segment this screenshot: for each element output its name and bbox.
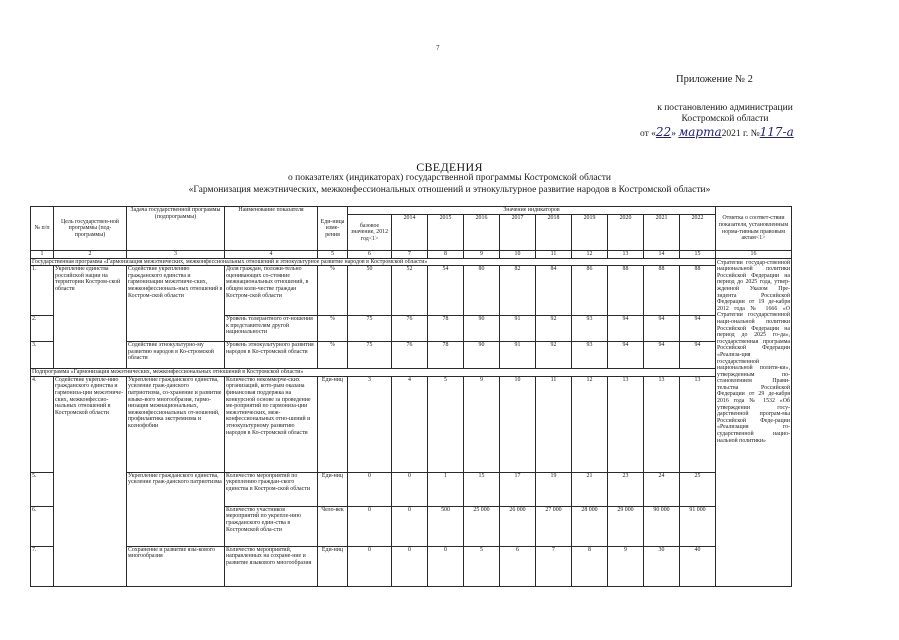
row-num: 4.	[31, 376, 54, 472]
row-value: 25 000	[464, 506, 500, 546]
header-base: базовое значение, 2012 год<1>	[348, 215, 392, 251]
header-year: 2021	[644, 215, 680, 251]
row-indicator: Уровень этнокультурного развития народов в Ко-стромской области	[225, 342, 318, 369]
row-value: 24	[644, 472, 680, 506]
column-numbers-row	[31, 251, 792, 259]
row-value: 84	[536, 266, 572, 316]
header-goal: Цель государствен-ной программы (под-программы)	[54, 207, 127, 251]
document-subtitle-2: «Гармонизация межэтнических, межконфессиональных отношений и этнокультурное развитие народов в Костромской области»	[188, 185, 711, 195]
document-title: СВЕДЕНИЯ	[416, 160, 483, 174]
row-value: 93	[572, 342, 608, 369]
header-year: 2020	[608, 215, 644, 251]
col-number: 6	[348, 251, 392, 259]
row-value: 25	[680, 472, 716, 506]
row-value: 75	[348, 316, 392, 342]
header-values-group: Значение индикаторов	[348, 207, 716, 215]
row-value: 0	[348, 472, 392, 506]
row-indicator: Количество мероприятий, направленных на сохране-ние и развитие языкового многообразия	[225, 546, 318, 586]
row-value: 4	[392, 376, 428, 472]
header-year: 2016	[464, 215, 500, 251]
row-num: 5.	[31, 472, 54, 506]
row-indicator: Доля граждан, положи-тельно оценивающих со-стояние межнациональных отношений, в общем коли-честве граждан Костром-ской области	[225, 266, 318, 316]
table-row	[31, 472, 792, 506]
col-number: 4	[225, 251, 318, 259]
date-line	[640, 125, 794, 139]
row-value: 9	[464, 376, 500, 472]
row-value: 0	[392, 506, 428, 546]
col-number: 2	[54, 251, 127, 259]
col-number: 10	[500, 251, 536, 259]
header-year: 2015	[428, 215, 464, 251]
row-task: Содействие этнокультурно-му развитию народов в Ко-стромской области	[127, 342, 225, 369]
row-num: 6.	[31, 506, 54, 546]
col-number: 14	[644, 251, 680, 259]
appendix-label: Приложение № 2	[676, 74, 753, 85]
table-row	[31, 546, 792, 586]
row-value: 17	[500, 472, 536, 506]
row-value: 88	[608, 266, 644, 316]
row-value: 86	[572, 266, 608, 316]
row-indicator: Уровень толерантного от-ношения к представителям другой национальности	[225, 316, 318, 342]
row-value: 19	[536, 472, 572, 506]
table-row	[31, 342, 792, 369]
col-number: 12	[572, 251, 608, 259]
row-value: 94	[608, 316, 644, 342]
date-year: 2021 г. №	[721, 129, 760, 139]
date-prefix: от «	[640, 129, 656, 139]
row-task: Сохранение и развитие язы-кового многообразия	[127, 546, 225, 586]
row-num: 1.	[31, 266, 54, 316]
row-value: 76	[392, 316, 428, 342]
row-indicator: Количество некоммерче-ских организаций, кото-рым оказана финансовая поддержка на конкурсной основе за проведение ме-роприятий по гармониза-ции межэтнических, меж-конфессиональных отно-шений и этнокультурному развитию народов в Ко-стромской области	[225, 376, 318, 472]
row-value: 93	[572, 316, 608, 342]
row-indicator: Количество участников мероприятий по укрепле-нию гражданского един-ства в Костромской обла-сти	[225, 506, 318, 546]
col-number: 9	[464, 251, 500, 259]
col-number: 13	[608, 251, 644, 259]
row-value: 91 000	[680, 506, 716, 546]
row-value: 29 000	[608, 506, 644, 546]
row-value: 90	[464, 342, 500, 369]
col-number: 15	[680, 251, 716, 259]
col-number: 7	[392, 251, 428, 259]
row-value: 0	[392, 546, 428, 586]
row-value: 15	[464, 472, 500, 506]
row-value: 94	[680, 342, 716, 369]
row-value: 0	[428, 546, 464, 586]
row-value: 21	[572, 472, 608, 506]
row-value: 90 000	[644, 506, 680, 546]
row-value: 30	[644, 546, 680, 586]
row-value: 13	[608, 376, 644, 472]
row-value: 90	[464, 316, 500, 342]
row-value: 0	[392, 472, 428, 506]
note-cell: Стратегии государ-ственной национальной политики Российской Федерации на период до 2025 года, утвер-жденной Указом Пре-зидента Российской Федерации от 19 де-кабря 2012 года № 1666 «О Стратегии государственной наци-ональной политики Российской Федерации на период до 2025 го-да», государственная программа Российской Федерации «Реализа-ция государственной национальной полити-ки», утвержденным по-становлением Прави-тельства Российской Федерации от 29 де-кабря 2016 года № 1532 «Об утверждении госу-дарственной програм-мы Российской Феде-рации «Реализация го-сударственной нацио-нальной политики»	[716, 258, 792, 586]
row-unit: %	[318, 342, 348, 369]
resolution-line-1: к постановлению администрации	[657, 103, 793, 113]
doc-number-handwritten: 117-а	[759, 125, 794, 139]
row-value: 91	[500, 316, 536, 342]
row-value: 6	[500, 546, 536, 586]
row-value: 94	[644, 316, 680, 342]
row-value: 94	[608, 342, 644, 369]
row-unit: Еди-ниц	[318, 546, 348, 586]
col-number: 11	[536, 251, 572, 259]
row-num: 7.	[31, 546, 54, 586]
row-task: Укрепление гражданского единства, усиление граж-данского патриотизма	[127, 472, 225, 546]
header-year: 2014	[392, 215, 428, 251]
row-value: 94	[644, 342, 680, 369]
row-unit: %	[318, 266, 348, 316]
row-value: 28 000	[572, 506, 608, 546]
row-value: 0	[348, 546, 392, 586]
resolution-line-2: Костромской области	[681, 114, 769, 124]
date-day-handwritten: 22	[655, 125, 672, 139]
table-row	[31, 376, 792, 472]
row-value: 10	[500, 376, 536, 472]
row-value: 40	[680, 546, 716, 586]
col-number: 8	[428, 251, 464, 259]
row-value: 54	[428, 266, 464, 316]
row-value: 5	[464, 546, 500, 586]
row-value: 13	[680, 376, 716, 472]
row-num: 2.	[31, 316, 54, 342]
row-value: 82	[500, 266, 536, 316]
row-value: 88	[644, 266, 680, 316]
header-year: 2018	[536, 215, 572, 251]
row-value: 26 000	[500, 506, 536, 546]
row-value: 88	[680, 266, 716, 316]
row-value: 78	[428, 342, 464, 369]
header-task: Задача государственной программы (подпрограммы)	[127, 207, 225, 251]
row-value: 92	[536, 342, 572, 369]
header-year: 2019	[572, 215, 608, 251]
row-value: 5	[428, 376, 464, 472]
document-subtitle-1: о показателях (индикаторах) государственной программы Костромской области	[288, 173, 611, 183]
row-value: 0	[348, 506, 392, 546]
section-state-program: Государственная программа «Гармонизация межэтнических, межконфессиональных отношений и этнокультурное развитие народов в Костромской области»	[31, 258, 716, 266]
row-value: 500	[428, 506, 464, 546]
row-unit: Еди-ниц	[318, 472, 348, 506]
page-number: 7	[436, 44, 440, 52]
col-number: 16	[716, 251, 792, 259]
row-value: 50	[348, 266, 392, 316]
row-value: 75	[348, 342, 392, 369]
col-number: 3	[127, 251, 225, 259]
col-number: 5	[318, 251, 348, 259]
row-value: 76	[392, 342, 428, 369]
row-value: 13	[644, 376, 680, 472]
row-unit: Чело-век	[318, 506, 348, 546]
header-indicator: Наименование показателя	[225, 207, 318, 251]
indicators-table	[30, 206, 792, 587]
row-unit: Еди-ниц	[318, 376, 348, 472]
row-value: 12	[572, 376, 608, 472]
date-mid: »	[671, 129, 679, 139]
header-unit: Еди-ница изме-рения	[318, 207, 348, 251]
section-subprogram: Подпрограмма «Гармонизация межэтнических, межконфессиональных отношений в Костромской области»	[31, 369, 716, 377]
row-value: 92	[536, 316, 572, 342]
row-value: 52	[392, 266, 428, 316]
row-value: 27 000	[536, 506, 572, 546]
row-task: Содействие укреплению гражданского единства и гармонизации межэтниче-ских, межконфессиональ-ных отношений в Костром-ской области	[127, 266, 225, 342]
row-value: 3	[348, 376, 392, 472]
row-goal: Укрепление единства российской нации на территории Костром-ской области	[54, 266, 127, 369]
resolution-block	[648, 103, 802, 125]
row-indicator: Количество мероприятий по укреплению граждан-ского единства в Костром-ской области	[225, 472, 318, 506]
table-row	[31, 266, 792, 316]
row-value: 91	[500, 342, 536, 369]
row-unit: %	[318, 316, 348, 342]
row-value: 11	[536, 376, 572, 472]
row-value: 80	[464, 266, 500, 316]
header-year: 2017	[500, 215, 536, 251]
row-value: 9	[608, 546, 644, 586]
row-task: Укрепление гражданского единства, усиление граж-данского патриотизма, со-хранение и развитие языко-вого многообразия, гармо-низация межнациональных, межконфессиональных от-ношений, профилактика экстремизма и ксенофобии	[127, 376, 225, 472]
row-value: 94	[680, 316, 716, 342]
header-note: Отметка о соответ-ствии показателя, установленным норма-тивным правовым актам<1>	[716, 207, 792, 251]
date-month-handwritten: марта	[678, 125, 722, 139]
row-value: 1	[428, 472, 464, 506]
row-value: 8	[572, 546, 608, 586]
row-value: 7	[536, 546, 572, 586]
header-num: № п/п	[31, 207, 54, 251]
row-value: 78	[428, 316, 464, 342]
row-value: 23	[608, 472, 644, 506]
row-goal: Содействие укрепле-нию гражданского единства и гармониза-ции межэтниче-ских, межконфессио-нальных отношений в Костромской области	[54, 376, 127, 586]
header-year: 2022	[680, 215, 716, 251]
col-number: 1	[31, 251, 54, 259]
row-num: 3.	[31, 342, 54, 369]
